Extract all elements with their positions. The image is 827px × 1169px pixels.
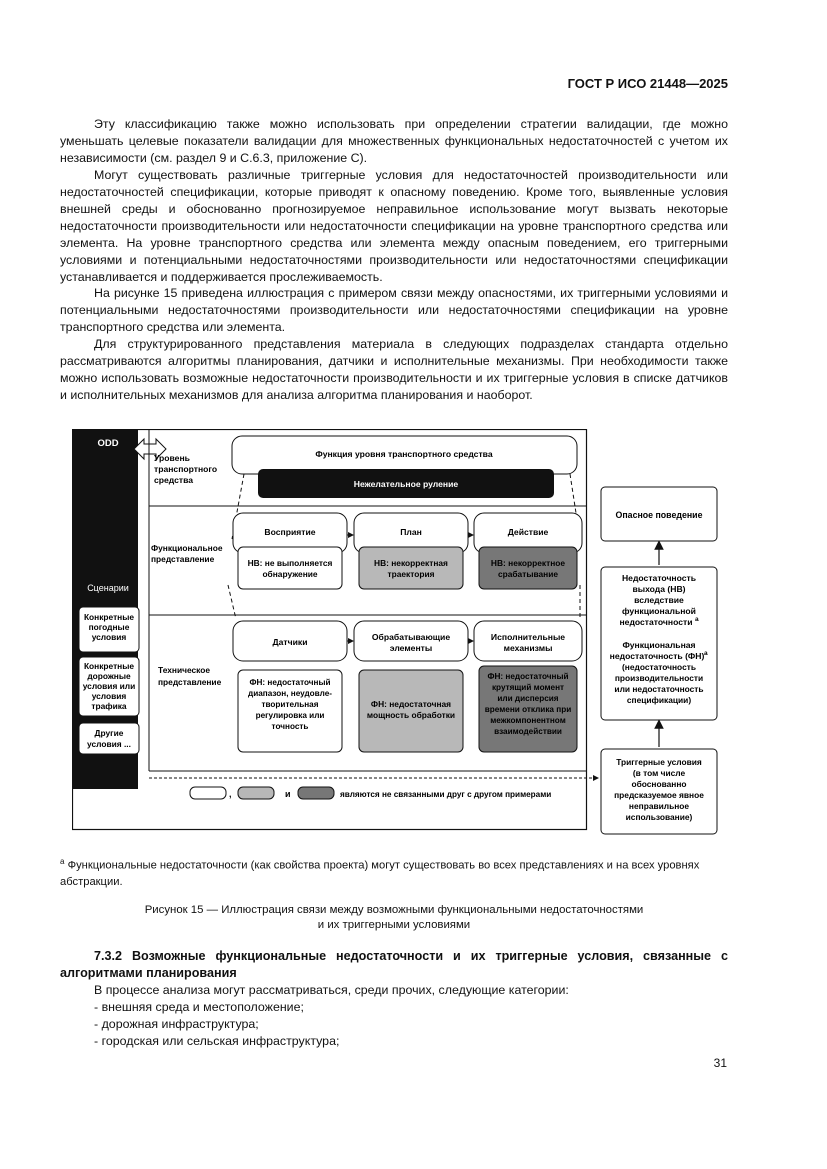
- functional-block-plan: [354, 513, 468, 589]
- svg-text:обнаружение: обнаружение: [262, 569, 318, 579]
- svg-text:траектория: траектория: [387, 569, 435, 579]
- scenario-other-line: Другие: [94, 728, 124, 738]
- svg-text:,: ,: [229, 789, 232, 799]
- svg-text:Триггерные условия: Триггерные условия: [616, 757, 702, 767]
- section-intro: В процессе анализа могут рассматриваться, среди прочих, следующие категории:: [94, 983, 569, 997]
- svg-text:Обрабатывающие: Обрабатывающие: [371, 632, 451, 642]
- row-label-functional: [151, 543, 223, 564]
- svg-text:крутящий момент: крутящий момент: [491, 683, 565, 692]
- caption-line-2: и их триггерными условиями: [317, 919, 471, 931]
- technical-block-processing: [354, 621, 468, 752]
- svg-text:a: a: [704, 650, 708, 657]
- page-number: 31: [713, 1056, 727, 1070]
- svg-text:a: a: [695, 616, 699, 623]
- paragraph-2: Могут существовать различные триггерные условия для недостаточностей производительности или недостаточностей спецификации, которые приводят к опасному поведению. Кроме того, выявленные условия внешней среды и обоснованно прогнозируемое неправильное использование могут вызвать некоторые недостаточности производительности или недостаточности спецификации на уровне транспортного средства или элемента. На уровне транспортного средства или элемента между опасным поведением, его триггерными условиями и потенциальными недостаточностями производительности или недостаточностями спецификации устанавливается и поддерживается прослеживаемость.: [60, 168, 728, 284]
- scenario-box-weather: [79, 607, 139, 652]
- paragraph-4: Для структурированного представления материала в следующих подразделах стандарта отдельно рассматриваются алгоритмы планирования, датчики и исполнительные механизмы. При необходимости также можно использовать возможные недостаточности производительности и их триггерные условия в списке датчиков и исполнительных механизмов для анализа алгоритма планирования и наоборот.: [60, 337, 728, 402]
- svg-text:взаимодействии: взаимодействии: [494, 727, 562, 736]
- svg-text:Функциональная: Функциональная: [622, 640, 696, 650]
- svg-text:времени отклика при: времени отклика при: [484, 705, 572, 714]
- list-item: - внешняя среда и местоположение;: [94, 1000, 304, 1014]
- scenario-road-line: дорожные: [87, 671, 131, 681]
- svg-text:спецификации): спецификации): [626, 695, 692, 705]
- svg-text:предсказуемое явное: предсказуемое явное: [614, 790, 704, 800]
- footnote-marker: a: [60, 857, 65, 866]
- svg-text:Исполнительные: Исполнительные: [490, 632, 566, 642]
- svg-text:(в том числе: (в том числе: [632, 768, 686, 778]
- document-header: ГОСТ Р ИСО 21448—2025: [567, 76, 728, 91]
- vehicle-function-label: Функция уровня транспортного средства: [315, 449, 493, 459]
- paragraph-3: На рисунке 15 приведена иллюстрация с примером связи между опасностями, их триггерными условиями и потенциальными недостаточностями производительности или недостаточностями спецификации на уровне транспортного средства или элемента.: [60, 286, 728, 334]
- svg-text:ФН: недостаточный: ФН: недостаточный: [487, 672, 569, 681]
- caption-line-1: Рисунок 15 — Иллюстрация связи между возможными функциональными недостаточностями: [144, 904, 644, 916]
- svg-text:Недостаточность: Недостаточность: [621, 573, 697, 583]
- svg-text:недостаточность (ФН): недостаточность (ФН): [609, 651, 705, 661]
- svg-text:представление: представление: [151, 554, 215, 564]
- scenario-road-line: условия или: [82, 681, 136, 691]
- svg-text:Восприятие: Восприятие: [264, 527, 316, 537]
- svg-text:ФН: недостаточный: ФН: недостаточный: [249, 678, 331, 687]
- svg-text:НВ: некорректная: НВ: некорректная: [374, 558, 448, 568]
- svg-text:творительная: творительная: [261, 700, 319, 709]
- unwanted-steering-label: Нежелательное руление: [353, 479, 459, 489]
- svg-text:являются не связанными друг с: являются не связанными друг с другом примерами: [340, 790, 552, 799]
- svg-text:Действие: Действие: [507, 527, 549, 537]
- svg-text:использование): использование): [625, 812, 693, 822]
- insufficiency-box: [601, 567, 717, 720]
- svg-text:Опасное поведение: Опасное поведение: [615, 510, 703, 520]
- svg-text:обоснованно: обоснованно: [631, 779, 687, 789]
- functional-block-perception: [233, 513, 347, 589]
- scenario-other-line: условия ...: [87, 739, 131, 749]
- svg-text:недостаточности: недостаточности: [619, 617, 693, 627]
- figure-caption: [60, 903, 728, 933]
- svg-text:представление: представление: [158, 677, 222, 687]
- svg-text:неправильное: неправильное: [628, 801, 690, 811]
- scenarios-title: Сценарии: [87, 583, 129, 593]
- technical-block-actuators: [474, 621, 582, 752]
- scenario-weather-line: погодные: [88, 622, 130, 632]
- svg-text:или недостаточность: или недостаточность: [614, 684, 704, 694]
- svg-text:План: План: [400, 527, 422, 537]
- figure-footnote: [60, 854, 728, 890]
- svg-text:выхода (НВ): выхода (НВ): [632, 584, 686, 594]
- svg-text:вследствие: вследствие: [634, 595, 684, 605]
- svg-text:и: и: [285, 789, 291, 799]
- svg-text:регулировка или: регулировка или: [255, 711, 325, 720]
- functional-block-action: [474, 513, 582, 589]
- scenario-weather-line: Конкретные: [83, 612, 135, 622]
- svg-text:точность: точность: [271, 722, 309, 731]
- svg-text:ФН: недостаточная: ФН: недостаточная: [370, 699, 452, 709]
- svg-text:Техническое: Техническое: [158, 665, 211, 675]
- scenario-road-line: трафика: [91, 701, 127, 711]
- svg-text:или дисперсия: или дисперсия: [497, 694, 559, 703]
- svg-text:функциональной: функциональной: [622, 606, 696, 616]
- hazard-box: [601, 487, 717, 541]
- trigger-conditions-box: [601, 749, 717, 834]
- svg-text:Уровень: Уровень: [154, 453, 190, 463]
- svg-text:(недостаточность: (недостаточность: [622, 662, 696, 672]
- paragraph-1: Эту классификацию также можно использовать при определении стратегии валидации, где можно уменьшать целевые показатели валидации для множественных функциональных недостаточностей с учетом их независимости (см. раздел 9 и С.6.3, приложение С).: [60, 117, 728, 165]
- svg-text:транспортного: транспортного: [154, 464, 218, 474]
- svg-text:мощность обработки: мощность обработки: [366, 710, 456, 720]
- technical-block-sensors: [233, 621, 347, 752]
- list-item: - дорожная инфраструктура;: [94, 1017, 259, 1031]
- scenario-road-line: Конкретные: [83, 661, 135, 671]
- svg-text:срабатывание: срабатывание: [497, 569, 559, 579]
- scenario-weather-line: условия: [91, 632, 127, 642]
- svg-text:производительности: производительности: [614, 673, 704, 683]
- odd-label: ODD: [97, 438, 119, 449]
- svg-text:НВ: некорректное: НВ: некорректное: [490, 558, 566, 568]
- svg-text:механизмы: механизмы: [503, 643, 553, 653]
- figure-15: [72, 429, 724, 837]
- section-heading: 7.3.2 Возможные функциональные недостаточности и их триггерные условия, связанные с алгоритмами планирования: [60, 949, 728, 980]
- svg-text:Функциональное: Функциональное: [151, 543, 223, 553]
- scenario-road-line: условия: [91, 691, 127, 701]
- scenario-box-road: [79, 657, 139, 716]
- svg-text:НВ: не выполняется: НВ: не выполняется: [247, 558, 333, 568]
- svg-text:Датчики: Датчики: [272, 637, 308, 647]
- footnote-text: Функциональные недостаточности (как свойства проекта) могут существовать во всех представлениях и на всех уровнях абстракции.: [60, 859, 700, 888]
- list-item: - городская или сельская инфраструктура;: [94, 1034, 340, 1048]
- svg-text:диапазон, неудовле-: диапазон, неудовле-: [248, 689, 332, 698]
- svg-text:средства: средства: [154, 475, 194, 485]
- scenario-box-other: [79, 723, 139, 754]
- svg-text:межкомпонентном: межкомпонентном: [490, 716, 566, 725]
- category-list: [94, 999, 339, 1050]
- svg-text:элементы: элементы: [389, 643, 433, 653]
